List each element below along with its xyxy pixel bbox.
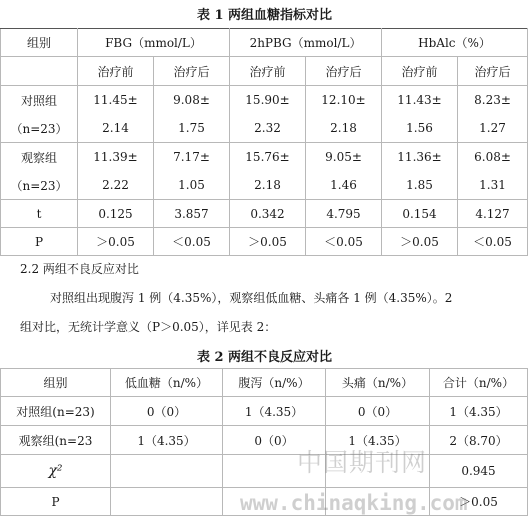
t1-row-label: （n=23） (1, 172, 78, 200)
t1-cell: 1.05 (154, 172, 230, 200)
t1-cell: 2.14 (78, 115, 154, 143)
watermark-url: www.chinaqking.com (240, 491, 468, 515)
t1-cell: 2.32 (230, 115, 306, 143)
t1-cell: ＞0.05 (230, 228, 306, 256)
t1-cell: 11.43± (382, 86, 458, 115)
section-heading: 2.2 两组不良反应对比 (20, 262, 139, 276)
t1-cell: 3.857 (154, 200, 230, 228)
t1-cell: 9.08± (154, 86, 230, 115)
t1-row-label: P (1, 228, 78, 256)
t1-cell: 2.18 (306, 115, 382, 143)
watermark-cn: 中国期刊网 (297, 448, 428, 477)
t2-cell: 0（0） (111, 397, 223, 426)
t1-cell: 1.75 (154, 115, 230, 143)
t2-cell: ＞0.05 (430, 488, 528, 516)
t1-cell: 11.39± (78, 143, 154, 172)
table2-title: 表 2 两组不良反应对比 (196, 350, 333, 365)
t1-sub-cell: 治疗后 (458, 57, 528, 86)
t2-header-cell: 腹泻（n/%） (223, 369, 326, 397)
t2-cell: 2（8.70） (430, 426, 528, 455)
t1-cell: 12.10± (306, 86, 382, 115)
table-row (1, 397, 528, 426)
table-row (1, 455, 528, 488)
table-row (1, 228, 528, 256)
t2-cell: 1（4.35） (223, 397, 326, 426)
t1-cell: 11.36± (382, 143, 458, 172)
t1-cell: 9.05± (306, 143, 382, 172)
t2-header-cell: 头痛（n/%） (326, 369, 430, 397)
t2-cell: 1（4.35） (430, 397, 528, 426)
t1-cell: 8.23± (458, 86, 528, 115)
t2-cell-chi: χ² (1, 455, 111, 488)
t2-cell: 对照组(n=23) (1, 397, 111, 426)
t1-cell: 15.90± (230, 86, 306, 115)
t1-cell: ＞0.05 (78, 228, 154, 256)
t1-header-hbalc: HbAlc（%） (382, 29, 528, 57)
table-row (1, 143, 528, 172)
t2-cell: 0（0） (223, 426, 326, 455)
table-row (1, 200, 528, 228)
t1-sub-cell: 治疗前 (230, 57, 306, 86)
table-header-row (1, 369, 528, 397)
table-row (1, 172, 528, 200)
t1-cell: 0.125 (78, 200, 154, 228)
t1-sub-cell: 治疗前 (78, 57, 154, 86)
t2-cell (111, 455, 223, 488)
t1-row-label: （n=23） (1, 115, 78, 143)
t1-cell: 7.17± (154, 143, 230, 172)
t1-row-label: 对照组 (1, 86, 78, 115)
t2-header-cell: 低血糖（n/%） (111, 369, 223, 397)
table-row (1, 86, 528, 115)
t1-cell: 15.76± (230, 143, 306, 172)
t2-cell (111, 488, 223, 516)
t2-cell: 1（4.35） (326, 426, 430, 455)
t2-cell: 1（4.35） (111, 426, 223, 455)
t2-header-cell: 组别 (1, 369, 111, 397)
table1 (0, 28, 528, 256)
t1-cell: ＞0.05 (382, 228, 458, 256)
t1-cell: 2.18 (230, 172, 306, 200)
t1-sub-cell: 治疗后 (306, 57, 382, 86)
t1-cell: 1.56 (382, 115, 458, 143)
t1-cell: 0.342 (230, 200, 306, 228)
t1-cell: ＜0.05 (306, 228, 382, 256)
paragraph-line: 组对比，无统计学意义（P＞0.05），详见表 2： (20, 320, 277, 334)
t1-row-label: 观察组 (1, 143, 78, 172)
t1-cell: 1.85 (382, 172, 458, 200)
t1-cell: 0.154 (382, 200, 458, 228)
t1-cell: 6.08± (458, 143, 528, 172)
t1-sub-cell: 治疗前 (382, 57, 458, 86)
t1-cell: 1.31 (458, 172, 528, 200)
t1-header-group: 组别 (1, 29, 78, 57)
t1-header-2hpbg: 2hPBG（mmol/L） (230, 29, 382, 57)
t2-cell: 0.945 (430, 455, 528, 488)
t1-cell: 1.46 (306, 172, 382, 200)
t1-sub-empty (1, 57, 78, 86)
t1-cell: 4.795 (306, 200, 382, 228)
t1-cell: 11.45± (78, 86, 154, 115)
table-row (1, 115, 528, 143)
t1-row-label: t (1, 200, 78, 228)
table-row (1, 426, 528, 455)
t1-sub-cell: 治疗后 (154, 57, 230, 86)
t1-cell: ＜0.05 (458, 228, 528, 256)
t2-header-cell: 合计（n/%） (430, 369, 528, 397)
t1-cell: 2.22 (78, 172, 154, 200)
paragraph-line: 对照组出现腹泻 1 例（4.35%），观察组低血糖、头痛各 1 例（4.35%）。2 (50, 291, 453, 305)
t2-cell: P (1, 488, 111, 516)
t1-cell: 4.127 (458, 200, 528, 228)
table1-title: 表 1 两组血糖指标对比 (196, 8, 333, 23)
t1-cell: 1.27 (458, 115, 528, 143)
t1-cell: ＜0.05 (154, 228, 230, 256)
t1-header-fbg: FBG（mmol/L） (78, 29, 230, 57)
t2-cell: 0（0） (326, 397, 430, 426)
t2-cell: 观察组(n=23 (1, 426, 111, 455)
